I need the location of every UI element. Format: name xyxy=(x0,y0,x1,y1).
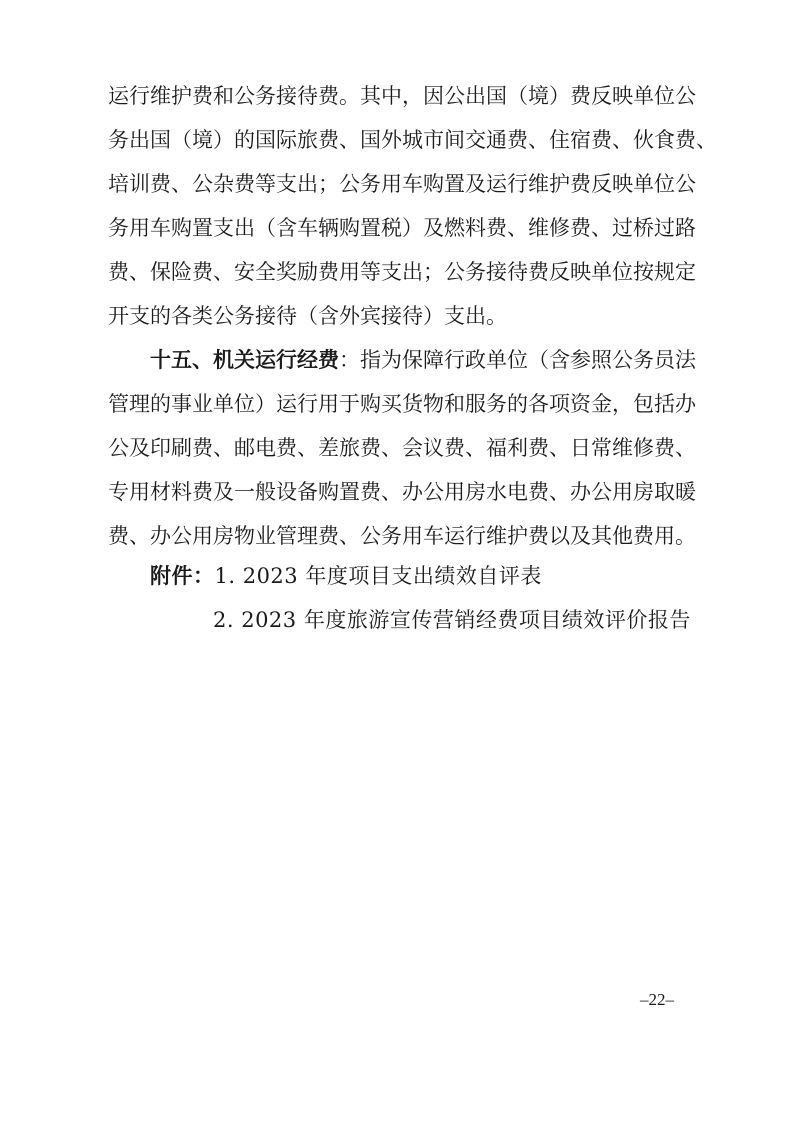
text-line: 开支的各类公务接待（含外宾接待）支出。 xyxy=(108,304,507,328)
attachment-item-2 xyxy=(213,604,691,636)
section-heading: 十五、机关运行经费 xyxy=(150,348,339,372)
text-line: 公及印刷费、邮电费、差旅费、会议费、福利费、日常维修费、 xyxy=(108,436,696,460)
page-number: –22– xyxy=(640,990,674,1009)
attachment-item-1 xyxy=(150,560,542,592)
text-line: 专用材料费及一般设备购置费、办公用房水电费、办公用房取暖 xyxy=(108,480,696,504)
section-heading-text: ：指为保障行政单位（含参照公务员法 xyxy=(339,348,696,372)
attachments-label: 附件： xyxy=(150,564,215,588)
text-line: 培训费、公杂费等支出；公务用车购置及运行维护费反映单位公 xyxy=(108,172,696,196)
text-line: 管理的事业单位）运行用于购买货物和服务的各项资金，包括办 xyxy=(108,392,696,416)
text-line: 费、办公用房物业管理费、公务用车运行维护费以及其他费用。 xyxy=(108,524,696,548)
text-line: 费、保险费、安全奖励费用等支出；公务接待费反映单位按规定 xyxy=(108,260,696,284)
text-line: 务出国（境）的国际旅费、国外城市间交通费、住宿费、伙食费、 xyxy=(108,128,717,152)
text-line: 务用车购置支出（含车辆购置税）及燃料费、维修费、过桥过路 xyxy=(108,216,696,240)
text-line-first xyxy=(150,344,696,376)
text-line: 运行维护费和公务接待费。其中，因公出国（境）费反映单位公 xyxy=(108,84,696,108)
attachment-title: 2. 2023 年度旅游宣传营销经费项目绩效评价报告 xyxy=(213,608,691,632)
attachment-title: 1. 2023 年度项目支出绩效自评表 xyxy=(214,564,542,588)
